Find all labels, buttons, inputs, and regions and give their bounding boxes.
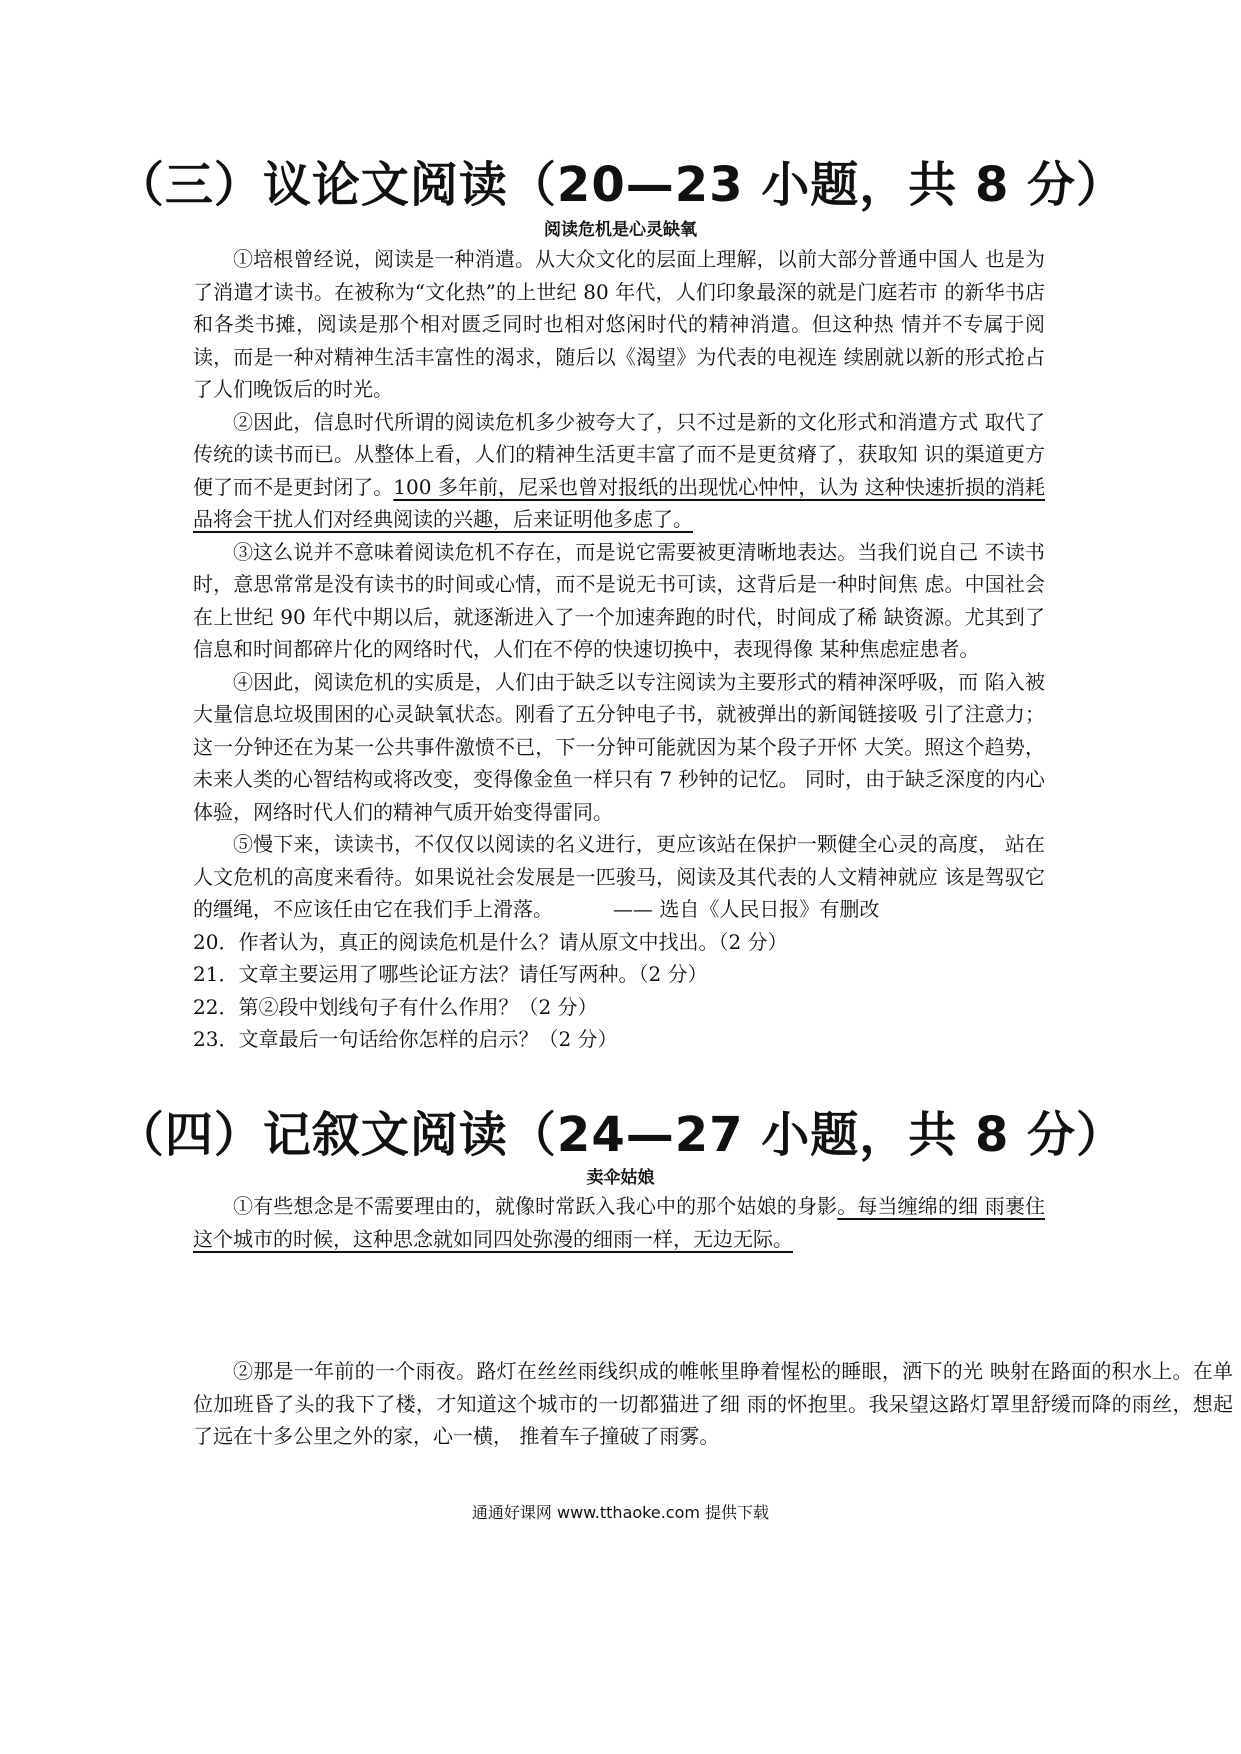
article-title-umbrella-girl: 卖伞姑娘 xyxy=(586,1168,655,1188)
footer-download-note: 通通好课网 www.tthaoke.com 提供下载 xyxy=(471,1503,770,1522)
paragraph-1: ①培根曾经说，阅读是一种消遣。从大众文化的层面上理解，以前大部分普通中国人 也是为了消遣才读书。在被称为“文化热”的上世纪 80 年代，人们印象最深的就是门庭若市 的新华书店和各类书摊，阅读是那个相对匮乏同时也相对悠闲时代的精神消遣。但这种热 情并不专属于阅读，而是一种对精神生活丰富性的渴求，随后以《渴望》为代表的电视连 续剧就以新的形式抢占了人们晚饭后的时光。 xyxy=(193,247,1045,401)
article-title-reading-crisis: 阅读危机是心灵缺氧 xyxy=(544,220,697,240)
paragraph-2-text: ②因此，信息时代所谓的阅读危机多少被夸大了，只不过是新的文化形式和消遣方式 取代了传统的读书而已。从整体上看，人们的精神生活更丰富了而不是更贫瘠了，获取知 识的渠道更方便了而不是更封闭了。 xyxy=(193,409,1045,499)
paragraph-4: ④因此，阅读危机的实质是，人们由于缺乏以专注阅读为主要形式的精神深呼吸，而 陷入被大量信息垃圾围困的心灵缺氧状态。刚看了五分钟电子书，就被弹出的新闻链接吸 引了注意力；这一分钟还在为某一公共事件激愤不已，下一分钟可能就因为某个段子开怀 大笑。照这个趋势，未来人类的心智结构或将改变，变得像金鱼一样只有 7 秒钟的记忆。 同时，由于缺乏深度的内心体验，网络时代人们的精神气质开始变得雷同。 xyxy=(193,669,1045,824)
narrative-underlined-sentence: 。每当缠绵的细 雨裹住这个城市的时候，这种思念就如同四处弥漫的细雨一样，无边无际。 xyxy=(193,1194,1046,1251)
question-22: 22．第②段中划线句子有什么作用？（2 分） xyxy=(193,994,598,1019)
question-21: 21．文章主要运用了哪些论证方法？请任写两种。（2 分） xyxy=(193,962,708,986)
narrative-article-intro xyxy=(193,1190,1045,1255)
paragraph-3: ③这么说并不意味着阅读危机不存在，而是说它需要被更清晰地表达。当我们说自己 不读书时，意思常常是没有读书的时间或心情，而不是说无书可读，这背后是一种时间焦 虑。中国社会在上世纪 90 年代中期以后，就逐渐进入了一个加速奔跑的时代，时间成了稀 缺资源。尤其到了信息和时间都碎片化的网络时代，人们在不停的快速切换中，表现得像 某种焦虑症患者。 xyxy=(193,539,1045,661)
underlined-sentence: 100 多年前，尼采也曾对报纸的出现忧心忡忡，认为 这种快速折损的消耗品将会干扰人们对经典阅读的兴趣，后来证明他多虑了。 xyxy=(193,474,1046,531)
paragraph-5 xyxy=(193,828,1045,926)
narrative-paragraph-1 xyxy=(193,1190,1045,1255)
question-23: 23．文章最后一句话给你怎样的启示？（2 分） xyxy=(193,1027,618,1051)
question-20: 20．作者认为，真正的阅读危机是什么？请从原文中找出。（2 分） xyxy=(193,929,788,954)
section-four-title: （四）记叙文阅读（24—27 小题，共 8 分） xyxy=(115,1107,1126,1163)
argumentative-article-body xyxy=(193,243,1045,1056)
narrative-article-body xyxy=(193,1355,1233,1453)
section-three-title: （三）议论文阅读（20—23 小题，共 8 分） xyxy=(115,157,1126,213)
paragraph-2 xyxy=(193,406,1045,536)
narrative-paragraph-2: ②那是一年前的一个雨夜。路灯在丝丝雨线织成的帷帐里睁着惺松的睡眼，洒下的光 映射在路面的积水上。在单位加班昏了头的我下了楼，才知道这个城市的一切都猫进了细 雨的怀抱里。我呆望这路灯罩里舒缓而降的雨丝，想起了远在十多公里之外的家，心一横， 推着车子撞破了雨雾。 xyxy=(193,1359,1233,1448)
article-source: —— 选自《人民日报》有删改 xyxy=(613,897,880,921)
paragraph-5-text: ⑤慢下来，读读书，不仅仅以阅读的名义进行，更应该站在保护一颗健全心灵的高度， 站在人文危机的高度来看待。如果说社会发展是一匹骏马，阅读及其代表的人文精神就应 该是驾驭它的缰绳，不应该任由它在我们手上滑落。 xyxy=(193,832,1045,921)
narrative-paragraph-1-text: ①有些想念是不需要理由的，就像时常跃入我心中的那个姑娘的身影 xyxy=(233,1194,838,1218)
